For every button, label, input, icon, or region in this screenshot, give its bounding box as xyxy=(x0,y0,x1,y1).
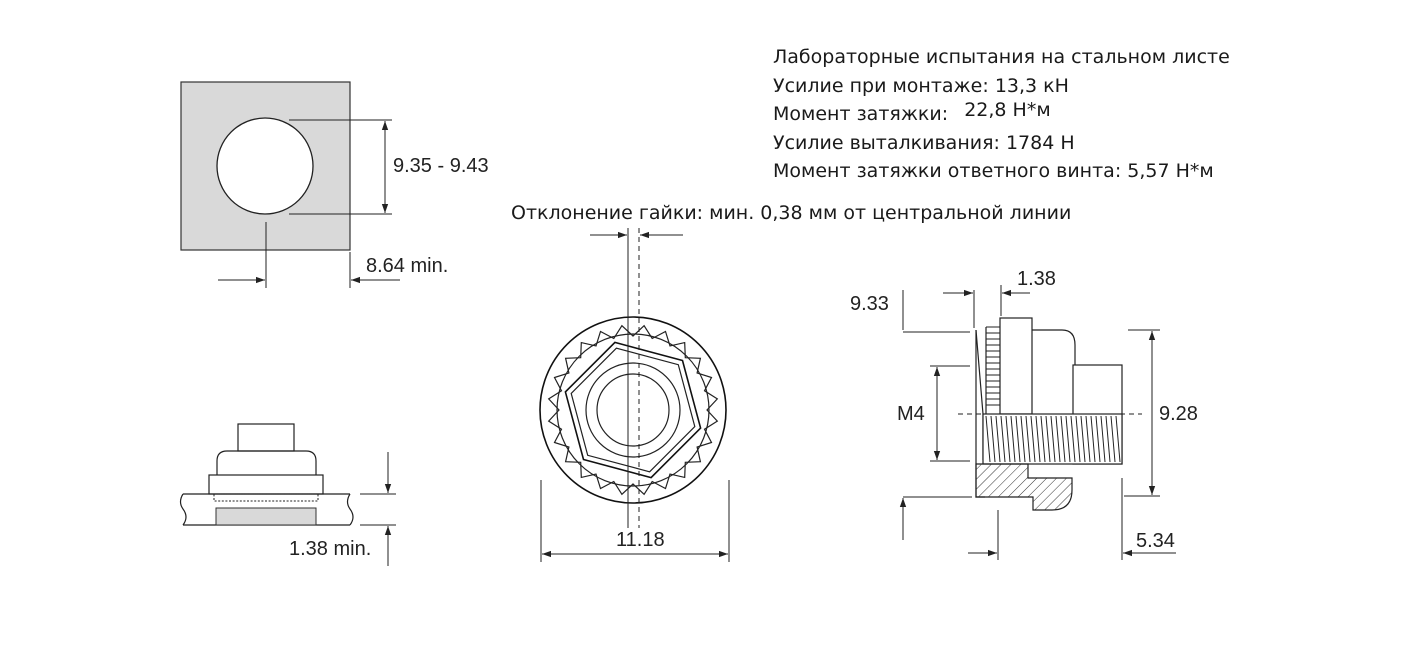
hatched-section xyxy=(976,464,1072,510)
sheet-hole-section xyxy=(216,508,316,525)
knurl-band xyxy=(214,494,318,501)
collar-height-label: 1.38 xyxy=(1017,268,1056,290)
front-view xyxy=(540,228,729,562)
pushout-row xyxy=(773,129,1230,158)
sheet-hole xyxy=(217,118,313,214)
torque-row xyxy=(773,100,1230,129)
test-results-title: Лабораторные испытания на стальном листе xyxy=(773,46,1230,68)
screw-torque-label: Момент затяжки ответного винта: xyxy=(773,160,1122,183)
test-results-list xyxy=(773,43,1230,186)
pushout-label: Усилие выталкивания: xyxy=(773,131,1000,154)
install-force-row xyxy=(773,72,1230,101)
edge-distance-label: 8.64 min. xyxy=(366,255,449,277)
screw-torque-value: 5,57 Н*м xyxy=(1127,160,1214,183)
deviation-note: Отклонение гайки: мин. 0,38 мм от центральной линии xyxy=(511,202,1072,224)
collar-serrations xyxy=(549,326,718,495)
collar-diameter-label: 11.18 xyxy=(616,529,665,551)
shank-height-label: 5.34 xyxy=(1136,530,1175,552)
collar-tooth-ring xyxy=(549,326,718,495)
torque-label: Момент затяжки: xyxy=(773,103,949,126)
install-force-value: 13,3 кН xyxy=(994,74,1069,97)
sheet-thickness-label: 1.38 min. xyxy=(289,538,372,560)
head-diameter-label: 9.33 xyxy=(850,293,889,315)
pushout-value: 1784 Н xyxy=(1005,131,1075,154)
knurl-teeth xyxy=(986,327,1000,405)
thread-size-label: M4 xyxy=(897,403,925,425)
section-side-view xyxy=(903,285,1176,560)
overall-height-label: 9.28 xyxy=(1159,403,1198,425)
install-force-label: Усилие при монтаже: xyxy=(773,74,989,97)
screw-torque-row xyxy=(773,157,1230,186)
torque-value: 22,8 Н*м xyxy=(964,99,1051,122)
hole-diameter-label: 9.35 - 9.43 xyxy=(393,155,489,177)
